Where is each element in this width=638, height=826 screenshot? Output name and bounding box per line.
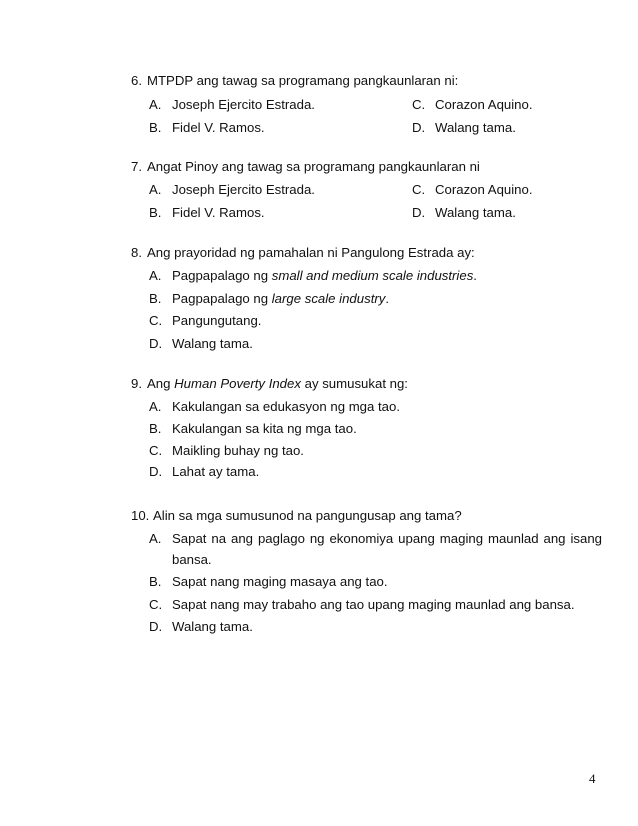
option-text: Fidel V. Ramos.	[172, 120, 265, 135]
option-letter: A.	[149, 182, 162, 197]
question-text-prefix: Ang	[147, 376, 175, 391]
option-text: Corazon Aquino.	[435, 182, 533, 197]
question-text	[147, 376, 408, 391]
question-number: 8.	[131, 245, 142, 260]
option-letter: C.	[412, 182, 426, 197]
option-text: Lahat ay tama.	[172, 464, 260, 479]
option-text-prefix: Pagpapalago ng	[172, 268, 272, 283]
option-a-text-line-2: bansa.	[172, 552, 212, 567]
option-letter: A.	[149, 97, 162, 112]
option-text: Joseph Ejercito Estrada.	[172, 182, 315, 197]
option-text: Walang tama.	[435, 120, 516, 135]
option-text: Fidel V. Ramos.	[172, 205, 265, 220]
option-letter: C.	[149, 597, 163, 612]
question-text-suffix: ay sumusukat ng:	[300, 376, 408, 391]
option-letter: B.	[149, 291, 162, 306]
option-text-suffix: .	[385, 291, 390, 306]
question-text: Alin sa mga sumusunod na pangungusap ang tama?	[153, 508, 462, 523]
option-letter: D.	[149, 464, 163, 479]
option-text	[172, 268, 477, 283]
question-stem	[131, 73, 458, 88]
option-text-prefix: Pagpapalago ng	[172, 291, 272, 306]
question-text: MTPDP ang tawag sa programang pangkaunlaran ni:	[147, 73, 459, 88]
question-number: 6.	[131, 73, 142, 88]
option-text: Walang tama.	[172, 336, 253, 351]
page-number: 4	[589, 771, 596, 786]
question-text: Angat Pinoy ang tawag sa programang pangkaunlaran ni	[147, 159, 480, 174]
option-letter: B.	[149, 574, 162, 589]
option-letter: D.	[412, 205, 426, 220]
option-letter: C.	[412, 97, 426, 112]
option-a-text-line-1: Sapat na ang paglago ng ekonomiya upang maging maunlad ang isang	[172, 531, 602, 546]
option-letter: B.	[149, 205, 162, 220]
option-text	[172, 291, 389, 306]
question-number: 7.	[131, 159, 142, 174]
option-text-emphasis: small and medium scale industries	[271, 268, 474, 283]
option-letter: D.	[412, 120, 426, 135]
option-text: Walang tama.	[172, 619, 253, 634]
option-text: Joseph Ejercito Estrada.	[172, 97, 315, 112]
option-text-suffix: .	[473, 268, 477, 283]
question-text-emphasis: Human Poverty Index	[174, 376, 301, 391]
question-number: 10.	[131, 508, 150, 523]
option-text: Kakulangan sa kita ng mga tao.	[172, 421, 357, 436]
question-stem	[131, 245, 475, 260]
option-text: Kakulangan sa edukasyon ng mga tao.	[172, 399, 401, 414]
option-letter: C.	[149, 443, 163, 458]
option-letter: A.	[149, 268, 162, 283]
option-text-emphasis: large scale industry	[271, 291, 386, 306]
option-letter: D.	[149, 619, 163, 634]
question-stem	[131, 508, 462, 523]
question-stem	[131, 376, 408, 391]
option-letter: D.	[149, 336, 163, 351]
option-text: Sapat nang may trabaho ang tao upang maging maunlad ang bansa.	[172, 597, 575, 612]
question-number: 9.	[131, 376, 142, 391]
option-letter: B.	[149, 120, 162, 135]
option-text: Sapat nang maging masaya ang tao.	[172, 574, 388, 589]
option-letter: C.	[149, 313, 163, 328]
option-text: Maikling buhay ng tao.	[172, 443, 304, 458]
option-letter: A.	[149, 399, 162, 414]
option-text: Pangungutang.	[172, 313, 262, 328]
option-letter: B.	[149, 421, 162, 436]
option-text: Corazon Aquino.	[435, 97, 533, 112]
option-text: Walang tama.	[435, 205, 516, 220]
question-stem	[131, 159, 480, 174]
option-letter: A.	[149, 531, 162, 546]
question-text: Ang prayoridad ng pamahalan ni Pangulong Estrada ay:	[147, 245, 475, 260]
